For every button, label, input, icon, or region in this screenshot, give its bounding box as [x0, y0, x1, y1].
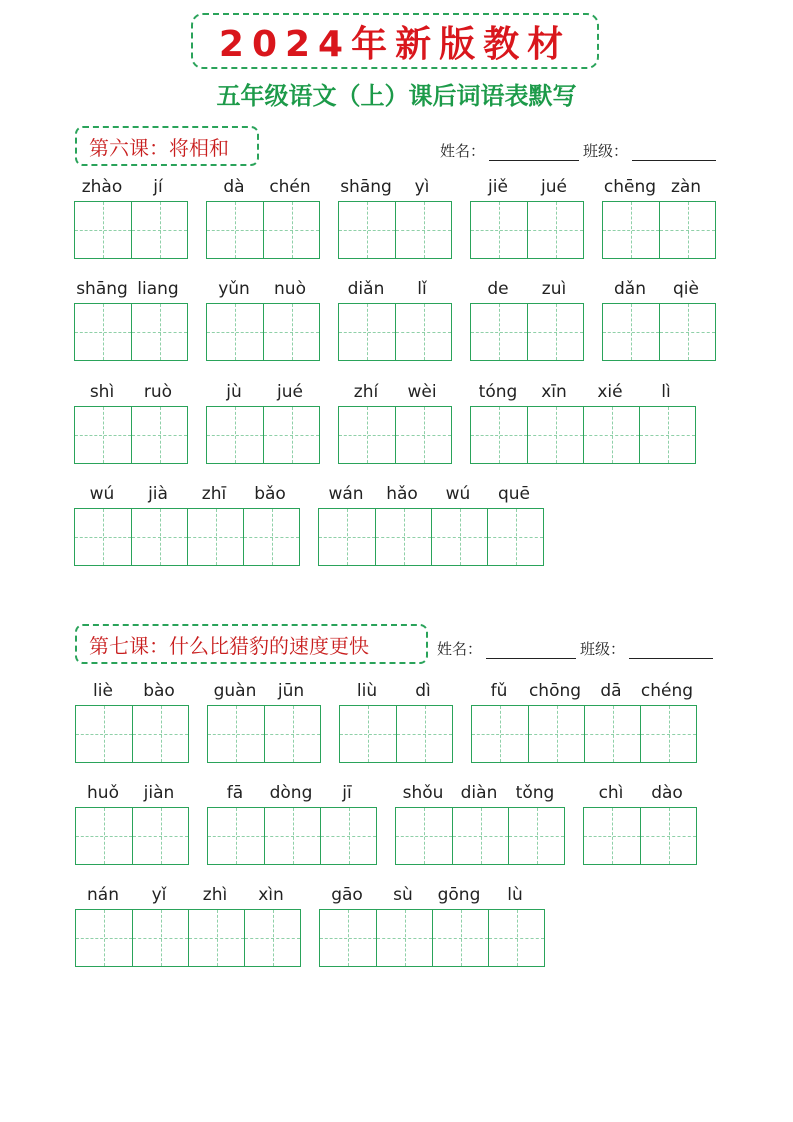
writing-cell[interactable]: [452, 808, 508, 864]
class-label: 班级：: [583, 142, 629, 160]
pinyin-row: [206, 275, 320, 303]
tianzige-cells: [207, 705, 321, 763]
pinyin-syllable: diàn: [460, 783, 498, 803]
writing-cell[interactable]: [187, 509, 243, 565]
word-block: [338, 378, 452, 464]
pinyin-syllable: wú: [89, 484, 115, 504]
tianzige-cells: [470, 303, 584, 361]
class-blank[interactable]: [632, 159, 716, 161]
tianzige-cells: [338, 201, 452, 259]
pinyin-syllable: dì: [415, 681, 431, 701]
pinyin-syllable: de: [487, 279, 509, 299]
writing-cell[interactable]: [76, 808, 132, 864]
writing-cell[interactable]: [639, 407, 695, 463]
pinyin-row: [75, 779, 189, 807]
writing-cell[interactable]: [396, 706, 452, 762]
tianzige-cells: [74, 406, 188, 464]
pinyin-syllable: hǎo: [386, 484, 418, 504]
writing-cell[interactable]: [508, 808, 564, 864]
tianzige-cells: [207, 807, 377, 865]
tianzige-cells: [602, 201, 716, 259]
pinyin-row: [470, 275, 584, 303]
writing-cell[interactable]: [320, 808, 376, 864]
writing-cell[interactable]: [527, 304, 583, 360]
pinyin-syllable: jiě: [488, 177, 508, 197]
writing-cell[interactable]: [320, 910, 376, 966]
pinyin-syllable: jí: [153, 177, 163, 197]
pinyin-syllable: gōng: [437, 885, 481, 905]
pinyin-syllable: jià: [148, 484, 168, 504]
pinyin-syllable: sù: [393, 885, 413, 905]
pinyin-syllable: quē: [497, 484, 531, 504]
word-block: [74, 275, 188, 361]
pinyin-syllable: guàn: [213, 681, 257, 701]
lesson-7-class-field: [580, 638, 713, 659]
writing-cell[interactable]: [487, 509, 543, 565]
tianzige-cells: [339, 705, 453, 763]
writing-cell[interactable]: [75, 407, 131, 463]
pinyin-syllable: dào: [651, 783, 683, 803]
writing-cell[interactable]: [488, 910, 544, 966]
name-label: 姓名：: [437, 640, 483, 658]
pinyin-row: [339, 677, 453, 705]
pinyin-syllable: wán: [328, 484, 364, 504]
writing-cell[interactable]: [396, 808, 452, 864]
writing-cell[interactable]: [395, 304, 451, 360]
pinyin-row: [602, 275, 716, 303]
writing-cell[interactable]: [471, 202, 527, 258]
pinyin-syllable: xié: [597, 382, 623, 402]
writing-cell[interactable]: [659, 202, 715, 258]
word-block: [338, 173, 452, 259]
tianzige-cells: [583, 807, 697, 865]
writing-cell[interactable]: [640, 808, 696, 864]
tianzige-cells: [318, 508, 544, 566]
pinyin-syllable: jiàn: [143, 783, 175, 803]
pinyin-syllable: diǎn: [347, 279, 385, 299]
pinyin-syllable: yì: [414, 177, 430, 197]
pinyin-syllable: yǐ: [151, 885, 167, 905]
pinyin-syllable: shǒu: [402, 783, 444, 803]
pinyin-row: [207, 677, 321, 705]
writing-cell[interactable]: [264, 808, 320, 864]
pinyin-syllable: dòng: [269, 783, 313, 803]
word-block: [318, 480, 544, 566]
pinyin-row: [470, 378, 696, 406]
tianzige-cells: [74, 508, 300, 566]
writing-cell[interactable]: [244, 910, 300, 966]
tianzige-cells: [395, 807, 565, 865]
pinyin-syllable: shì: [89, 382, 115, 402]
pinyin-row: [338, 378, 452, 406]
pinyin-syllable: fā: [226, 783, 244, 803]
word-block: [602, 275, 716, 361]
writing-cell[interactable]: [584, 808, 640, 864]
writing-cell[interactable]: [263, 407, 319, 463]
pinyin-syllable: chì: [598, 783, 624, 803]
tianzige-cells: [74, 201, 188, 259]
pinyin-row: [74, 173, 188, 201]
word-block: [602, 173, 716, 259]
name-blank[interactable]: [486, 657, 576, 659]
pinyin-syllable: jù: [226, 382, 242, 402]
pinyin-syllable: liù: [356, 681, 378, 701]
pinyin-syllable: chēng: [603, 177, 657, 197]
writing-cell[interactable]: [659, 304, 715, 360]
writing-cell[interactable]: [132, 706, 188, 762]
tianzige-cells: [75, 909, 301, 967]
tianzige-cells: [206, 406, 320, 464]
pinyin-syllable: xīn: [541, 382, 567, 402]
pinyin-syllable: wú: [445, 484, 471, 504]
pinyin-syllable: qiè: [673, 279, 699, 299]
pinyin-syllable: huǒ: [87, 783, 119, 803]
pinyin-syllable: lù: [507, 885, 523, 905]
pinyin-row: [206, 173, 320, 201]
tianzige-cells: [470, 406, 696, 464]
pinyin-syllable: nán: [87, 885, 119, 905]
pinyin-row: [206, 378, 320, 406]
writing-cell[interactable]: [75, 509, 131, 565]
writing-cell[interactable]: [243, 509, 299, 565]
tianzige-cells: [75, 705, 189, 763]
writing-cell[interactable]: [131, 509, 187, 565]
writing-cell[interactable]: [131, 407, 187, 463]
word-block: [583, 779, 697, 865]
pinyin-syllable: shāng: [340, 177, 392, 197]
writing-cell[interactable]: [131, 202, 187, 258]
word-block: [75, 677, 189, 763]
pinyin-row: [74, 378, 188, 406]
pinyin-syllable: fǔ: [490, 681, 508, 701]
pinyin-row: [338, 275, 452, 303]
writing-cell[interactable]: [131, 304, 187, 360]
writing-cell[interactable]: [471, 407, 527, 463]
pinyin-syllable: liang: [137, 279, 179, 299]
pinyin-row: [319, 881, 545, 909]
pinyin-syllable: yǔn: [218, 279, 250, 299]
writing-cell[interactable]: [432, 910, 488, 966]
pinyin-row: [395, 779, 565, 807]
writing-cell[interactable]: [188, 910, 244, 966]
word-block: [470, 378, 696, 464]
tianzige-cells: [74, 303, 188, 361]
writing-cell[interactable]: [527, 202, 583, 258]
lesson-6-title: 第六课：将相和: [75, 126, 259, 166]
pinyin-syllable: jué: [541, 177, 567, 197]
word-block: [339, 677, 453, 763]
pinyin-row: [74, 480, 300, 508]
pinyin-syllable: jūn: [277, 681, 305, 701]
page-subtitle: 五年级语文（上）课后词语表默写: [216, 82, 577, 110]
writing-cell[interactable]: [339, 202, 395, 258]
pinyin-row: [75, 881, 301, 909]
word-block: [319, 881, 545, 967]
tianzige-cells: [206, 201, 320, 259]
writing-cell[interactable]: [339, 407, 395, 463]
pinyin-row: [583, 779, 697, 807]
pinyin-row: [338, 173, 452, 201]
writing-cell[interactable]: [75, 202, 131, 258]
pinyin-syllable: bǎo: [254, 484, 286, 504]
writing-cell[interactable]: [583, 407, 639, 463]
word-block: [74, 378, 188, 464]
lesson-6-name-field: [440, 140, 579, 161]
writing-cell[interactable]: [207, 407, 263, 463]
pinyin-syllable: chéng: [640, 681, 694, 701]
tianzige-cells: [338, 303, 452, 361]
pinyin-row: [602, 173, 716, 201]
lesson-7-name-field: [437, 638, 576, 659]
writing-cell[interactable]: [472, 706, 528, 762]
writing-cell[interactable]: [395, 407, 451, 463]
word-block: [75, 881, 301, 967]
writing-cell[interactable]: [584, 706, 640, 762]
page-title: 2024年新版教材: [218, 23, 572, 65]
word-block: [207, 677, 321, 763]
writing-cell[interactable]: [319, 509, 375, 565]
word-block: [75, 779, 189, 865]
pinyin-syllable: liè: [93, 681, 113, 701]
pinyin-syllable: chōng: [528, 681, 582, 701]
writing-cell[interactable]: [376, 910, 432, 966]
pinyin-syllable: bào: [143, 681, 175, 701]
name-blank[interactable]: [489, 159, 579, 161]
class-label: 班级：: [580, 640, 626, 658]
title-box: [191, 13, 599, 69]
lesson-6-class-field: [583, 140, 716, 161]
word-block: [395, 779, 565, 865]
pinyin-syllable: jué: [277, 382, 303, 402]
writing-cell[interactable]: [339, 304, 395, 360]
pinyin-syllable: tǒng: [515, 783, 555, 803]
class-blank[interactable]: [629, 657, 713, 659]
pinyin-syllable: wèi: [407, 382, 437, 402]
writing-cell[interactable]: [640, 706, 696, 762]
pinyin-syllable: zhī: [201, 484, 227, 504]
word-block: [470, 275, 584, 361]
pinyin-row: [470, 173, 584, 201]
word-block: [470, 173, 584, 259]
tianzige-cells: [206, 303, 320, 361]
pinyin-syllable: dǎn: [614, 279, 646, 299]
pinyin-syllable: zhào: [81, 177, 123, 197]
pinyin-syllable: dà: [223, 177, 245, 197]
pinyin-syllable: zhì: [202, 885, 228, 905]
writing-cell[interactable]: [76, 910, 132, 966]
writing-cell[interactable]: [528, 706, 584, 762]
pinyin-syllable: ruò: [143, 382, 173, 402]
writing-cell[interactable]: [76, 706, 132, 762]
pinyin-syllable: zuì: [541, 279, 567, 299]
word-block: [206, 173, 320, 259]
word-block: [471, 677, 697, 763]
lesson-7-title: 第七课：什么比猎豹的速度更快: [75, 624, 428, 664]
word-block: [206, 275, 320, 361]
pinyin-syllable: gāo: [331, 885, 363, 905]
pinyin-syllable: chén: [269, 177, 311, 197]
pinyin-row: [207, 779, 377, 807]
pinyin-row: [318, 480, 544, 508]
word-block: [207, 779, 377, 865]
writing-cell[interactable]: [603, 304, 659, 360]
pinyin-syllable: zhí: [353, 382, 379, 402]
writing-cell[interactable]: [132, 808, 188, 864]
pinyin-syllable: shāng: [76, 279, 128, 299]
word-block: [74, 173, 188, 259]
writing-cell[interactable]: [263, 304, 319, 360]
writing-cell[interactable]: [471, 304, 527, 360]
writing-cell[interactable]: [132, 910, 188, 966]
writing-cell[interactable]: [207, 304, 263, 360]
writing-cell[interactable]: [375, 509, 431, 565]
tianzige-cells: [602, 303, 716, 361]
name-label: 姓名：: [440, 142, 486, 160]
writing-cell[interactable]: [263, 202, 319, 258]
pinyin-row: [74, 275, 188, 303]
writing-cell[interactable]: [527, 407, 583, 463]
word-block: [74, 480, 300, 566]
writing-cell[interactable]: [603, 202, 659, 258]
tianzige-cells: [471, 705, 697, 763]
pinyin-syllable: xìn: [258, 885, 284, 905]
word-block: [338, 275, 452, 361]
pinyin-syllable: zàn: [670, 177, 702, 197]
pinyin-syllable: dā: [600, 681, 622, 701]
writing-cell[interactable]: [75, 304, 131, 360]
pinyin-syllable: lì: [661, 382, 671, 402]
tianzige-cells: [338, 406, 452, 464]
writing-cell[interactable]: [208, 706, 264, 762]
pinyin-syllable: jī: [342, 783, 352, 803]
pinyin-syllable: lǐ: [417, 279, 427, 299]
writing-cell[interactable]: [395, 202, 451, 258]
pinyin-row: [75, 677, 189, 705]
word-block: [206, 378, 320, 464]
pinyin-syllable: nuò: [274, 279, 306, 299]
tianzige-cells: [319, 909, 545, 967]
writing-cell[interactable]: [207, 202, 263, 258]
writing-cell[interactable]: [431, 509, 487, 565]
writing-cell[interactable]: [340, 706, 396, 762]
writing-cell[interactable]: [264, 706, 320, 762]
pinyin-syllable: tóng: [478, 382, 518, 402]
pinyin-row: [471, 677, 697, 705]
tianzige-cells: [75, 807, 189, 865]
writing-cell[interactable]: [208, 808, 264, 864]
tianzige-cells: [470, 201, 584, 259]
